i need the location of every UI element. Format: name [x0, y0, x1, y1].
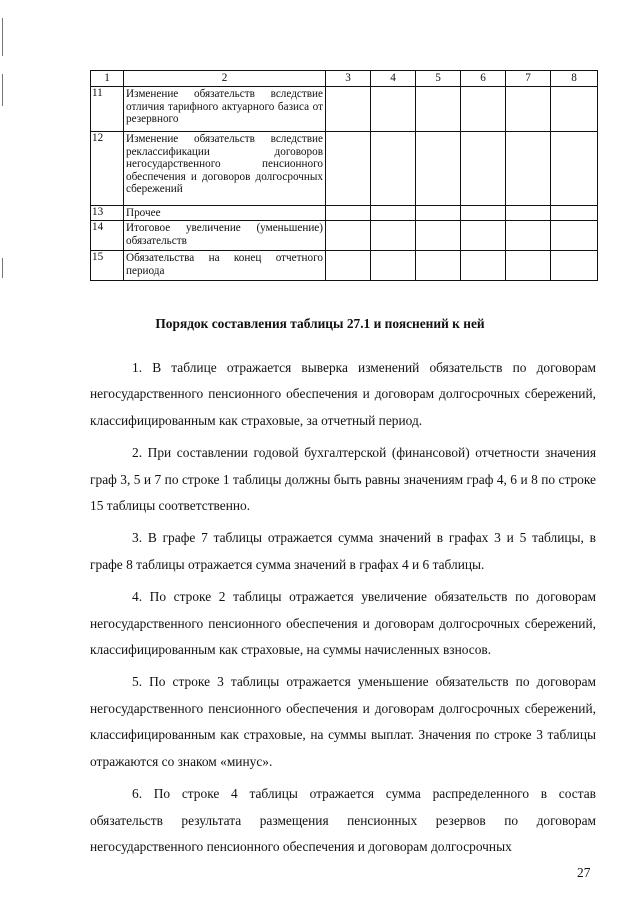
- table-cell: [551, 206, 598, 221]
- table-cell: [506, 206, 551, 221]
- scan-edge-mark: [2, 258, 3, 278]
- table-cell: [326, 251, 371, 281]
- page-number: 27: [577, 865, 591, 880]
- table-cell: [551, 87, 598, 132]
- column-header: 4: [371, 71, 416, 87]
- paragraph: 6. По строке 4 таблицы отражается сумма распределенного в состав обязательств результата размещения пенсионных резервов по договорам негосударственного пенсионного обеспечения и договорам долгосрочных: [90, 786, 596, 854]
- table-cell: [461, 132, 506, 206]
- table-cell: [326, 87, 371, 132]
- table-cell: [326, 221, 371, 251]
- obligations-table: [90, 70, 598, 281]
- row-label: Изменение обязательств вследствие реклассификации договоров негосударственного пенсионного обеспечения и договоров долгосрочных сбережений: [124, 132, 326, 206]
- table-row: [91, 132, 598, 206]
- table-cell: [551, 251, 598, 281]
- table-cell: [371, 132, 416, 206]
- paragraph: 5. По строке 3 таблицы отражается уменьшение обязательств по договорам негосударственного пенсионного обеспечения и договорам долгосрочных сбережений, классифицированным как страховые, на суммы выплат. Значения по строке 3 таблицы отражаются со знаком «минус».: [90, 674, 596, 769]
- table-cell: [461, 221, 506, 251]
- table-cell: [326, 132, 371, 206]
- column-header: 2: [124, 71, 326, 87]
- row-label: Изменение обязательств вследствие отличия тарифного актуарного базиса от резервного: [124, 87, 326, 132]
- row-number: 14: [91, 221, 124, 251]
- table-cell: [416, 206, 461, 221]
- table-cell: [551, 132, 598, 206]
- table-cell: [326, 206, 371, 221]
- table-cell: [371, 206, 416, 221]
- scan-edge-mark: [2, 18, 3, 56]
- table-cell: [506, 132, 551, 206]
- table-cell: [506, 251, 551, 281]
- table-row: [91, 251, 598, 281]
- table-header-row: [91, 71, 598, 87]
- section-title: Порядок составления таблицы 27.1 и пояснений к ней: [155, 316, 485, 331]
- table-cell: [461, 206, 506, 221]
- instructions-text: [90, 355, 596, 866]
- table-cell: [416, 251, 461, 281]
- column-header: 3: [326, 71, 371, 87]
- paragraph: 3. В графе 7 таблицы отражается сумма значений в графах 3 и 5 таблицы, в графе 8 таблицы отражается сумма значений в графах 4 и 6 таблицы.: [90, 530, 596, 572]
- table-cell: [371, 221, 416, 251]
- table-cell: [506, 87, 551, 132]
- table-row: [91, 87, 598, 132]
- paragraph: 1. В таблице отражается выверка изменений обязательств по договорам негосударственного пенсионного обеспечения и договорам долгосрочных сбережений, классифицированным как страховые, за отчетный период.: [90, 360, 596, 428]
- column-header: 8: [551, 71, 598, 87]
- column-header: 5: [416, 71, 461, 87]
- column-header: 7: [506, 71, 551, 87]
- column-header: 1: [91, 71, 124, 87]
- column-header: 6: [461, 71, 506, 87]
- table-cell: [416, 132, 461, 206]
- table-cell: [416, 221, 461, 251]
- row-label: Прочее: [124, 206, 326, 221]
- table-cell: [506, 221, 551, 251]
- table-row: [91, 206, 598, 221]
- table-cell: [461, 87, 506, 132]
- table-row: [91, 221, 598, 251]
- paragraph: 2. При составлении годовой бухгалтерской (финансовой) отчетности значения граф 3, 5 и 7 по строке 1 таблицы должны быть равны значениям граф 4, 6 и 8 по строке 15 таблицы соответственно.: [90, 445, 596, 514]
- table-cell: [371, 87, 416, 132]
- row-number: 12: [91, 132, 124, 206]
- paragraph: 4. По строке 2 таблицы отражается увеличение обязательств по договорам негосударственного пенсионного обеспечения и договорам долгосрочных сбережений, классифицированным как страховые, на суммы начисленных взносов.: [90, 589, 596, 658]
- row-label: Итоговое увеличение (уменьшение) обязательств: [124, 221, 326, 251]
- table-cell: [551, 221, 598, 251]
- row-number: 15: [91, 251, 124, 281]
- row-label: Обязательства на конец отчетного периода: [124, 251, 326, 281]
- row-number: 11: [91, 87, 124, 132]
- table-cell: [461, 251, 506, 281]
- scan-edge-mark: [2, 74, 3, 106]
- table-cell: [416, 87, 461, 132]
- row-number: 13: [91, 206, 124, 221]
- table-cell: [371, 251, 416, 281]
